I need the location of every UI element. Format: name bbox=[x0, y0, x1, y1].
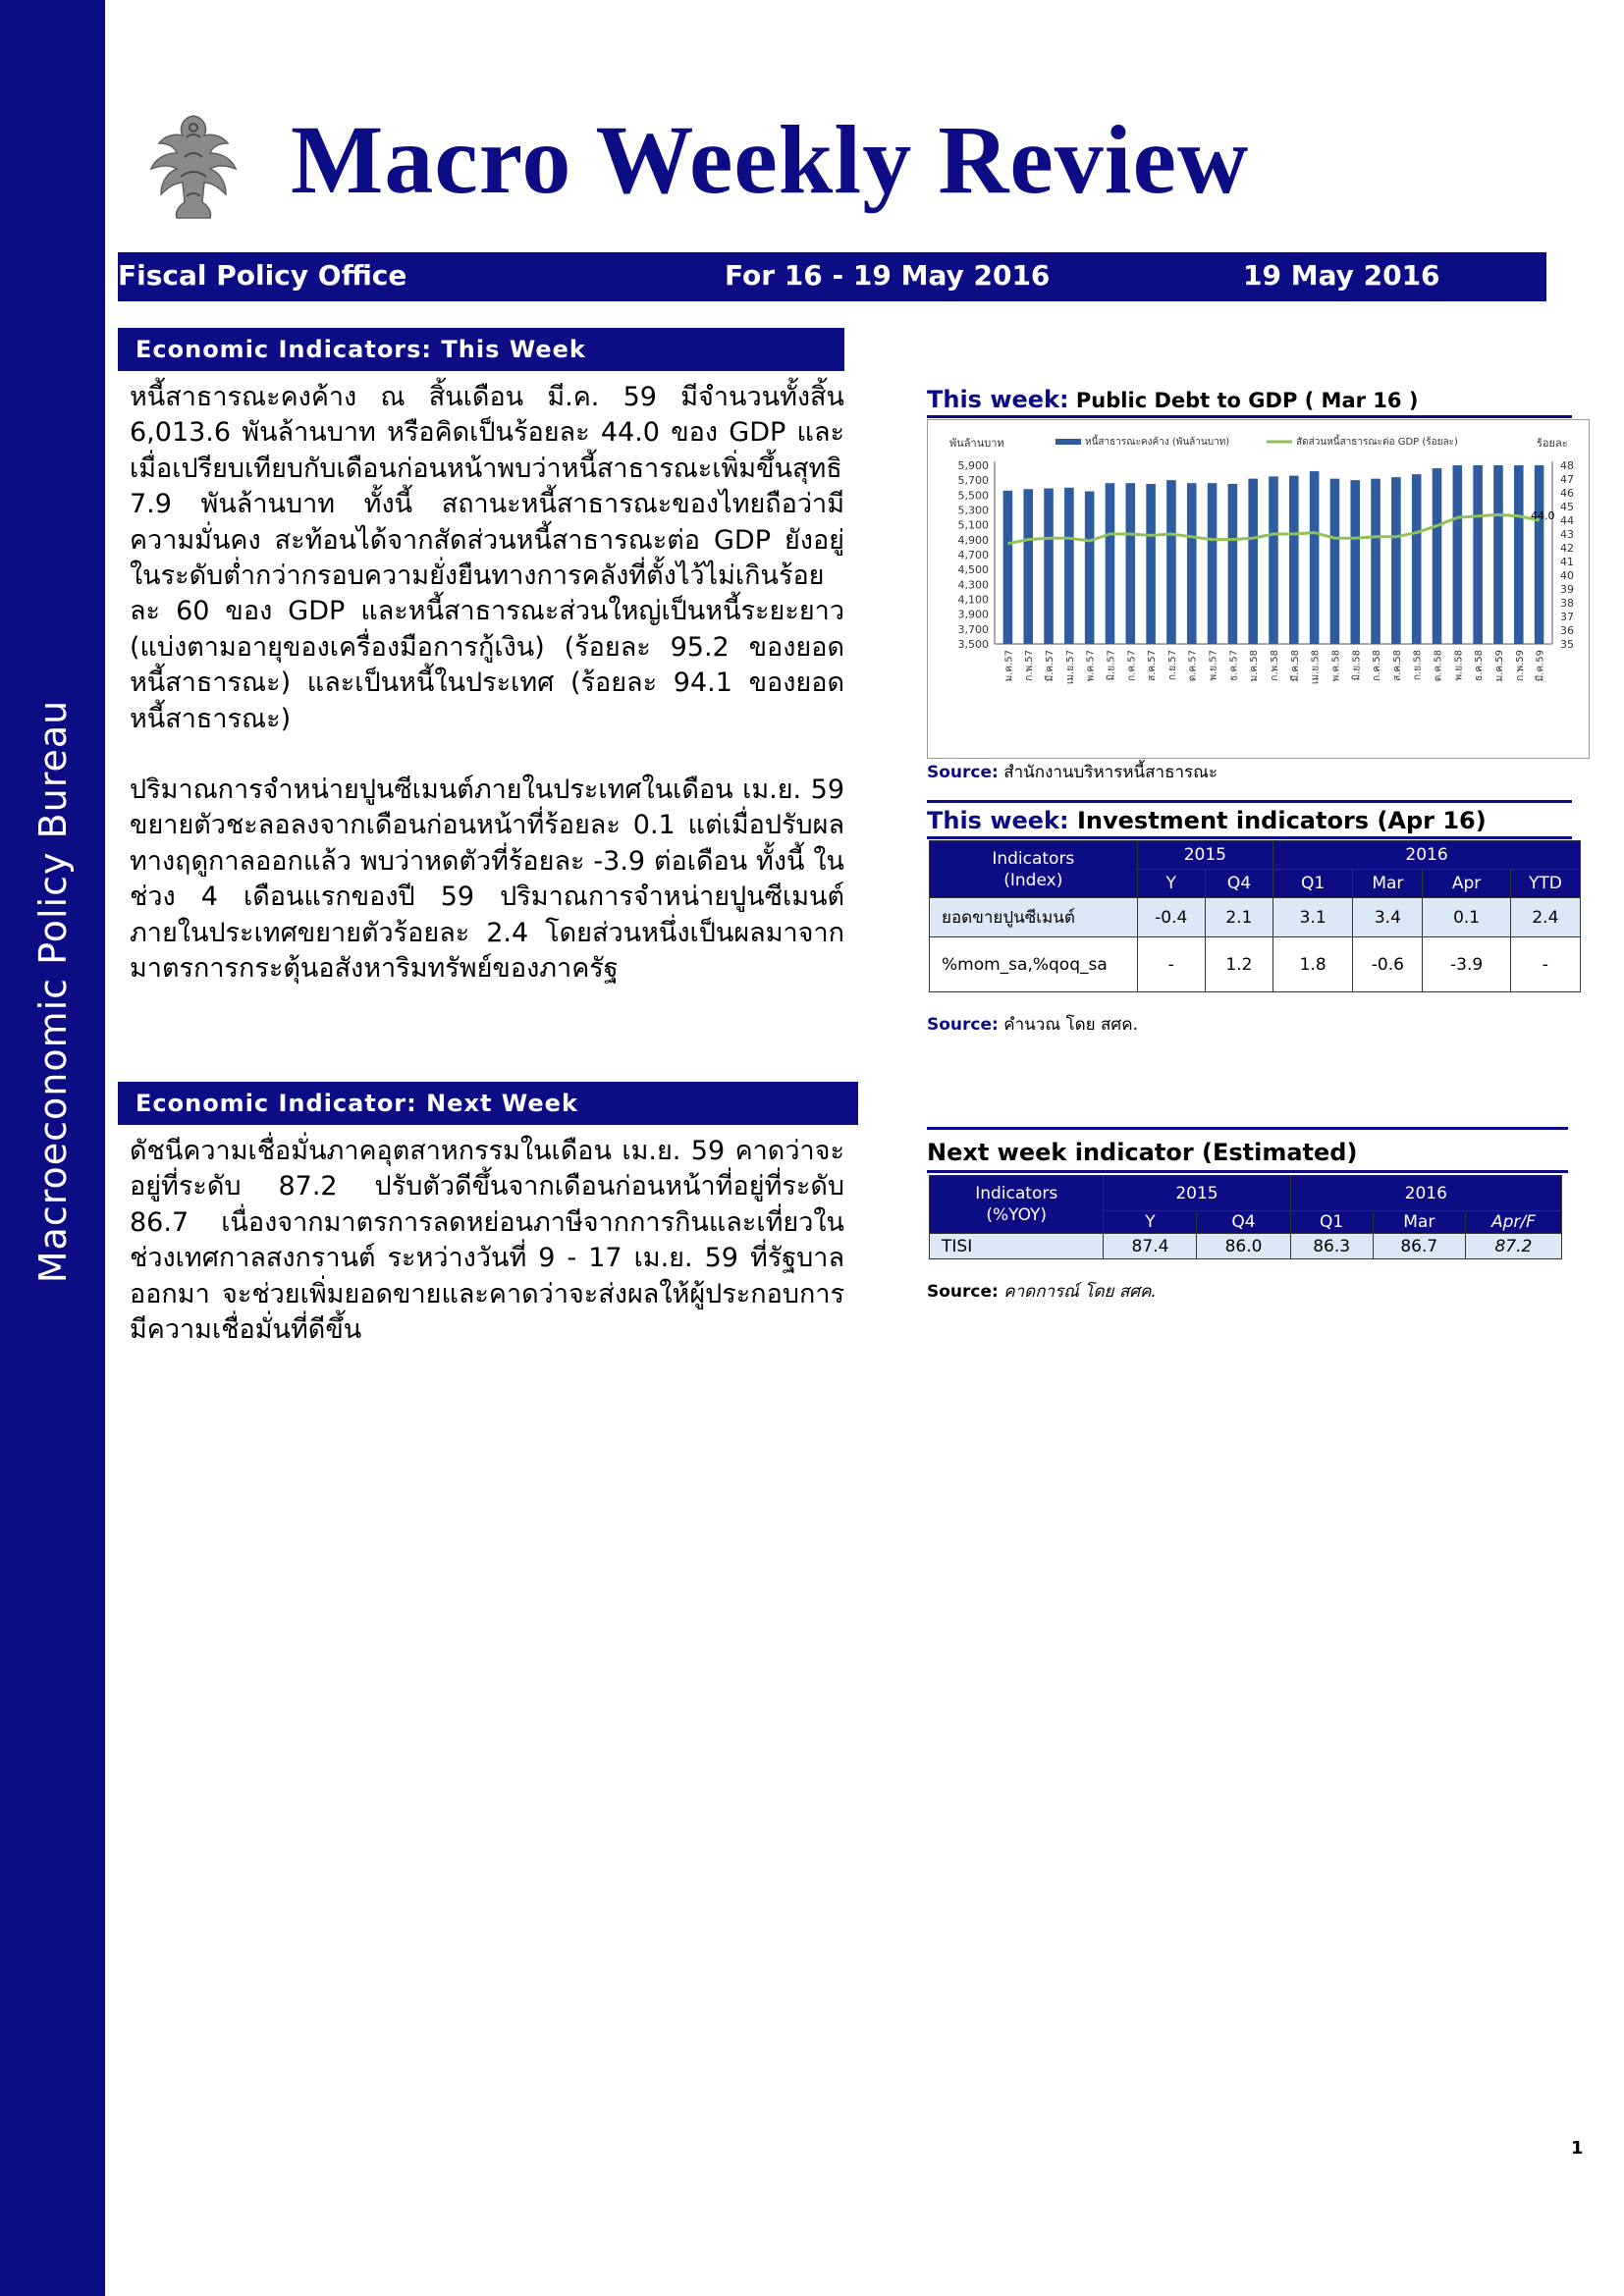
legend-bar-label: หนี้สาธารณะคงค้าง (พันล้านบาท) bbox=[1085, 437, 1230, 448]
debt-bar bbox=[1228, 484, 1238, 644]
x-tick-label: ม.ค.59 bbox=[1493, 650, 1505, 682]
next-col-indicator: Indicators (%YOY) bbox=[930, 1176, 1104, 1234]
table-cell: -3.9 bbox=[1423, 937, 1510, 992]
x-tick-label: ม.ค.58 bbox=[1249, 650, 1261, 682]
x-tick-label: เม.ย.57 bbox=[1064, 650, 1076, 684]
legend-bar-swatch bbox=[1056, 439, 1081, 445]
x-tick-label: ก.พ.58 bbox=[1270, 650, 1280, 681]
public-debt-paragraph: หนี้สาธารณะคงค้าง ณ สิ้นเดือน มี.ค. 59 มีจำนวนทั้งสิ้น 6,013.6 พันล้านบาท หรือคิดเป็นร้อยละ 44.0 ของ GDP และเมื่อเปรียบเทียบกับเดือนก่อนหน้าพบว่าหนี้สาธารณะเพิ่มขึ้นสุทธิ 7.9 พันล้านบาท ทั้งนี้ สถานะหนี้สาธารณะของไทยถือว่ามีความมั่นคง สะท้อนได้จากสัดส่วนหนี้สาธารณะต่อ GDP ยังอยู่ในระดับต่ำกว่ากรอบความยั่งยืนทางการคลังที่ตั้งไว้ไม่เกินร้อยละ 60 ของ GDP และหนี้สาธารณะส่วนใหญ่เป็นหนี้ระยะยาว (แบ่งตามอายุของเครื่องมือการกู้เงิน) (ร้อยละ 95.2 ของยอดหนี้สาธารณะ) และเป็นหนี้ในประเทศ (ร้อยละ 94.1 ของยอดหนี้สาธารณะ) bbox=[130, 382, 844, 734]
next-source-label: Source: bbox=[927, 1282, 999, 1302]
investment-source-text: คำนวณ โดย สศค. bbox=[998, 1015, 1138, 1035]
last-value-label: 44.0 bbox=[1531, 509, 1555, 522]
debt-bar bbox=[1003, 491, 1013, 644]
y-tick-label: 4,900 bbox=[957, 533, 989, 547]
debt-bar bbox=[1310, 471, 1320, 644]
next-source-text: คาดการณ์ โดย สศค. bbox=[998, 1282, 1157, 1302]
x-tick-label: พ.ย.57 bbox=[1208, 650, 1219, 681]
y-tick-label: 4,500 bbox=[957, 563, 989, 577]
y2-tick-label: 40 bbox=[1560, 569, 1574, 582]
investment-subhead: Q1 bbox=[1273, 870, 1353, 898]
x-tick-label: ก.พ.57 bbox=[1024, 650, 1036, 681]
investment-year-2015: 2015 bbox=[1137, 841, 1272, 870]
row-label: %mom_sa,%qoq_sa bbox=[930, 937, 1138, 992]
y-tick-label: 5,700 bbox=[957, 474, 989, 488]
y-tick-label: 4,100 bbox=[957, 593, 989, 607]
page-title: Macro Weekly Review bbox=[291, 105, 1250, 214]
y2-tick-label: 43 bbox=[1560, 528, 1574, 541]
table-cell: 2.4 bbox=[1510, 898, 1580, 937]
debt-bar bbox=[1412, 474, 1422, 644]
row-label: ยอดขายปูนซีเมนต์ bbox=[930, 898, 1138, 937]
cement-paragraph: ปริมาณการจำหน่ายปูนซีเมนต์ภายในประเทศในเดือน เม.ย. 59 ขยายตัวชะลอลงจากเดือนก่อนหน้าที่ร้อยละ 0.1 แต่เมื่อปรับผลทางฤดูกาลออกแล้ว พบว่าหดตัวที่ร้อยละ -3.9 ต่อเดือน ทั้งนี้ ในช่วง 4 เดือนแรกของปี 59 ปริมาณการจำหน่ายปูนซีเมนต์ภายในประเทศขยายตัวร้อยละ 2.4 โดยส่วนหนึ่งเป็นผลมาจากมาตรการกระตุ้นอสังหาริมทรัพย์ของภาครัฐ bbox=[130, 774, 844, 985]
debt-bar bbox=[1269, 476, 1278, 644]
x-tick-label: มี.ค.59 bbox=[1535, 650, 1546, 682]
y2-tick-label: 41 bbox=[1560, 556, 1574, 568]
table-cell: 86.0 bbox=[1197, 1234, 1290, 1259]
y2-tick-label: 37 bbox=[1560, 611, 1574, 623]
debt-bar bbox=[1248, 479, 1258, 644]
next-subhead: Mar bbox=[1373, 1211, 1465, 1234]
x-tick-label: มิ.ย.58 bbox=[1351, 650, 1363, 681]
debt-bar bbox=[1514, 465, 1524, 644]
x-tick-label: พ.ย.58 bbox=[1453, 650, 1465, 681]
x-tick-label: พ.ค.58 bbox=[1330, 650, 1342, 682]
next-table-heading: Next week indicator (Estimated) bbox=[927, 1139, 1358, 1166]
x-tick-label: พ.ค.57 bbox=[1085, 650, 1097, 682]
debt-source-text: สำนักงานบริหารหนี้สาธารณะ bbox=[998, 763, 1218, 782]
y2-tick-label: 38 bbox=[1560, 597, 1574, 610]
next-table-rule-top bbox=[927, 1127, 1568, 1130]
report-period: For 16 - 19 May 2016 bbox=[725, 259, 1051, 292]
next-subhead: Q4 bbox=[1197, 1211, 1290, 1234]
debt-bar bbox=[1187, 483, 1197, 644]
debt-chart-heading bbox=[927, 386, 1418, 413]
y2-tick-label: 47 bbox=[1560, 473, 1574, 486]
debt-bar bbox=[1350, 480, 1360, 644]
debt-bar bbox=[1023, 489, 1033, 644]
table-cell: -0.6 bbox=[1353, 937, 1423, 992]
debt-bar bbox=[1208, 483, 1218, 644]
x-tick-label: ต.ค.58 bbox=[1433, 650, 1444, 682]
this-week-body bbox=[130, 380, 844, 988]
investment-year-2016: 2016 bbox=[1273, 841, 1581, 870]
investment-rule bbox=[927, 836, 1572, 839]
y2-tick-label: 45 bbox=[1560, 501, 1574, 513]
x-tick-label: ธ.ค.58 bbox=[1474, 650, 1486, 681]
debt-chart-rule bbox=[927, 415, 1572, 418]
investment-subhead: Y bbox=[1137, 870, 1205, 898]
table-row bbox=[930, 937, 1581, 992]
table-cell: 1.8 bbox=[1273, 937, 1353, 992]
y-tick-label: 5,100 bbox=[957, 518, 989, 532]
this-week-heading: Economic Indicators: This Week bbox=[118, 328, 844, 371]
debt-bar bbox=[1535, 465, 1544, 644]
investment-subhead: YTD bbox=[1510, 870, 1580, 898]
y2-tick-label: 42 bbox=[1560, 542, 1574, 555]
y-tick-label: 4,300 bbox=[957, 578, 989, 592]
sidebar-label: Macroeconomic Policy Bureau bbox=[31, 699, 75, 1284]
table-cell: - bbox=[1137, 937, 1205, 992]
debt-bar bbox=[1371, 479, 1380, 644]
y2-tick-label: 36 bbox=[1560, 624, 1574, 637]
debt-bar bbox=[1493, 465, 1503, 644]
table-cell: 3.4 bbox=[1353, 898, 1423, 937]
debt-source-label: Source: bbox=[927, 763, 999, 782]
table-cell: -0.4 bbox=[1137, 898, 1205, 937]
x-tick-label: มิ.ย.57 bbox=[1106, 650, 1117, 681]
row-label: TISI bbox=[930, 1234, 1104, 1259]
debt-bar bbox=[1166, 480, 1176, 644]
debt-bar bbox=[1473, 465, 1483, 644]
table-row bbox=[930, 898, 1581, 937]
next-subhead: Apr/F bbox=[1465, 1211, 1561, 1234]
debt-chart-heading-prefix: This week: bbox=[927, 386, 1069, 413]
investment-col-indicator: Indicators (Index) bbox=[930, 841, 1138, 898]
table-cell: 86.7 bbox=[1373, 1234, 1465, 1259]
investment-subhead: Q4 bbox=[1205, 870, 1272, 898]
x-tick-label: มี.ค.58 bbox=[1289, 650, 1301, 682]
y-tick-label: 3,900 bbox=[957, 608, 989, 621]
table-cell: 3.1 bbox=[1273, 898, 1353, 937]
next-table-source bbox=[927, 1278, 1157, 1305]
debt-bar bbox=[1433, 468, 1442, 644]
y2-tick-label: 44 bbox=[1560, 514, 1574, 527]
table-cell: - bbox=[1510, 937, 1580, 992]
table-cell: 86.3 bbox=[1290, 1234, 1373, 1259]
x-tick-label: ต.ค.57 bbox=[1187, 650, 1199, 682]
next-week-heading: Economic Indicator: Next Week bbox=[118, 1082, 858, 1125]
table-cell: 87.2 bbox=[1465, 1234, 1561, 1259]
y2-tick-label: 35 bbox=[1560, 638, 1574, 651]
debt-bar bbox=[1453, 465, 1463, 644]
investment-source bbox=[927, 1011, 1138, 1038]
public-debt-chart bbox=[928, 420, 1589, 758]
debt-bar bbox=[1044, 489, 1054, 644]
x-tick-label: ก.ค.58 bbox=[1372, 650, 1383, 681]
debt-chart-frame bbox=[927, 419, 1590, 759]
office-name: Fiscal Policy Office bbox=[118, 259, 407, 292]
fiscal-office-emblem-icon bbox=[135, 108, 251, 224]
next-table-rule bbox=[927, 1170, 1568, 1173]
next-year-2016: 2016 bbox=[1290, 1176, 1561, 1211]
debt-chart-source bbox=[927, 759, 1218, 785]
debt-bar bbox=[1126, 483, 1136, 644]
header-banner bbox=[118, 252, 1546, 301]
x-tick-label: เม.ย.58 bbox=[1310, 650, 1322, 684]
legend-line-label: สัดส่วนหนี้สาธารณะต่อ GDP (ร้อยละ) bbox=[1296, 437, 1458, 448]
debt-bar bbox=[1330, 479, 1340, 644]
investment-subhead: Apr bbox=[1423, 870, 1510, 898]
y2-tick-label: 48 bbox=[1560, 459, 1574, 472]
tisi-paragraph: ดัชนีความเชื่อมั่นภาคอุตสาหกรรมในเดือน เม.ย. 59 คาดว่าจะอยู่ที่ระดับ 87.2 ปรับตัวดีขึ้นจากเดือนก่อนหน้าที่อยู่ที่ระดับ 86.7 เนื่องจากมาตรการลดหย่อนภาษีจากการกินและเที่ยวในช่วงเทศกาลสงกรานต์ ระหว่างวันที่ 9 - 17 เม.ย. 59 ที่รัฐบาลออกมา จะช่วยเพิ่มยอดขายและคาดว่าจะส่งผลให้ผู้ประกอบการมีความเชื่อมั่นที่ดีขึ้น bbox=[130, 1136, 844, 1346]
x-tick-label: ส.ค.58 bbox=[1391, 650, 1403, 681]
y-tick-label: 5,300 bbox=[957, 504, 989, 517]
y-tick-label: 3,700 bbox=[957, 622, 989, 636]
next-week-body bbox=[130, 1134, 844, 1348]
sidebar bbox=[0, 0, 105, 2296]
investment-heading-rest: Investment indicators (Apr 16) bbox=[1068, 807, 1487, 834]
left-axis-unit: พันล้านบาท bbox=[949, 437, 1004, 450]
x-tick-label: ธ.ค.57 bbox=[1228, 650, 1240, 681]
debt-bar bbox=[1289, 476, 1299, 644]
debt-bar bbox=[1391, 477, 1401, 644]
next-subhead: Y bbox=[1104, 1211, 1197, 1234]
x-tick-label: ส.ค.57 bbox=[1147, 650, 1159, 681]
investment-table bbox=[929, 840, 1581, 992]
debt-bar bbox=[1146, 484, 1156, 644]
table-cell: 0.1 bbox=[1423, 898, 1510, 937]
y-tick-label: 3,500 bbox=[957, 638, 989, 651]
y-tick-label: 5,500 bbox=[957, 489, 989, 503]
next-year-2015: 2015 bbox=[1104, 1176, 1290, 1211]
x-tick-label: ก.ย.57 bbox=[1166, 650, 1178, 680]
debt-bar bbox=[1106, 483, 1115, 644]
y2-tick-label: 39 bbox=[1560, 583, 1574, 596]
debt-chart-heading-rest: Public Debt to GDP ( Mar 16 ) bbox=[1068, 389, 1419, 412]
investment-subhead: Mar bbox=[1353, 870, 1423, 898]
table-cell: 1.2 bbox=[1205, 937, 1272, 992]
x-tick-label: ก.ย.58 bbox=[1412, 650, 1424, 680]
page-number: 1 bbox=[1571, 2138, 1584, 2159]
y2-tick-label: 46 bbox=[1560, 487, 1574, 500]
next-week-table bbox=[929, 1175, 1562, 1259]
x-tick-label: มี.ค.57 bbox=[1045, 650, 1056, 682]
investment-rule-top bbox=[927, 800, 1572, 803]
investment-source-label: Source: bbox=[927, 1015, 999, 1035]
table-cell: 87.4 bbox=[1104, 1234, 1197, 1259]
x-tick-label: ก.ค.57 bbox=[1126, 650, 1138, 681]
y-tick-label: 5,900 bbox=[957, 459, 989, 472]
x-tick-label: ม.ค.57 bbox=[1003, 650, 1015, 682]
debt-bar bbox=[1085, 492, 1095, 644]
table-row bbox=[930, 1234, 1562, 1259]
debt-bar bbox=[1064, 488, 1074, 644]
table-cell: 2.1 bbox=[1205, 898, 1272, 937]
x-tick-label: ก.พ.59 bbox=[1514, 650, 1526, 681]
y-tick-label: 4,700 bbox=[957, 549, 989, 561]
investment-heading-prefix: This week: bbox=[927, 807, 1069, 834]
next-subhead: Q1 bbox=[1290, 1211, 1373, 1234]
report-date: 19 May 2016 bbox=[1243, 259, 1440, 292]
investment-heading bbox=[927, 807, 1487, 834]
right-axis-unit: ร้อยละ bbox=[1537, 437, 1568, 450]
